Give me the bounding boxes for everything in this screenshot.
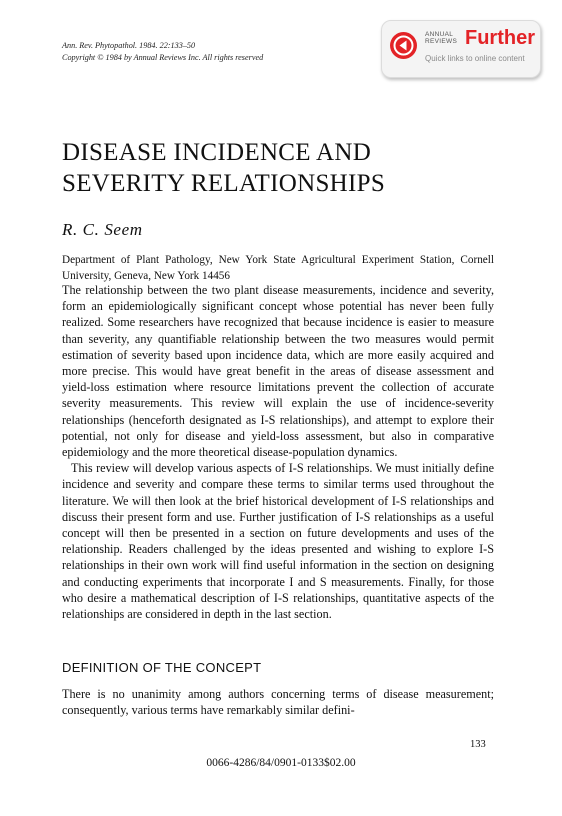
introduction-text xyxy=(62,282,494,622)
paragraph: This review will develop various aspects of I-S relationships. We must initially define incidence and severity and compare these terms to similar terms used throughout the literature. We will then look at the brief historical development of I-S relationships and discuss their present form and use. Further justification of I-S relationships as a useful concept will then be presented in a section on future developments and uses of the relationship. Readers challenged by the ideas presented and wishing to explore I-S relationships in their own work will find useful information in the section on designing and conducting experiments that incorporate I and S measurements. Finally, for those who desire a mathematical description of I-S relationships, quantitative aspects of the relationships are considered in depth in the last section. xyxy=(62,461,494,622)
annual-reviews-wordmark: ANNUAL REVIEWS xyxy=(425,31,458,45)
article-title: DISEASE INCIDENCE AND SEVERITY RELATIONSHIPS xyxy=(62,139,386,197)
author-name: R. C. Seem xyxy=(62,220,143,239)
author-affiliation: Department of Plant Pathology, New York State Agricultural Experiment Station, Cornell University, Geneva, New York 14456 xyxy=(62,254,494,282)
further-banner[interactable] xyxy=(381,20,541,78)
further-label: Further xyxy=(465,27,535,49)
play-arrow-icon xyxy=(390,32,417,59)
journal-citation: Ann. Rev. Phytopathol. 1984. 22:133–50 xyxy=(62,41,196,50)
paragraph: The relationship between the two plant disease measurements, incidence and severity, form an epidemiologically significant concept whose potential has never been fully realized. Some researchers have recognized that because incidence is easier to measure than severity, any quantifiable relationship between the two measures would permit estimation of severity based upon incidence data, which are more easily acquired and more precise. This would have great benefit in the areas of disease assessment and yield-loss estimation where resource limitations prevent the collection of accurate severity measurements. This review will explain the use of incidence-severity relationships (henceforth designated as I-S relationships), and attempt to explore their potential, not only for disease and yield-loss assessment, but also in comparative epidemiology and the more theoretical disease-population dynamics. xyxy=(62,283,494,460)
section-heading: DEFINITION OF THE CONCEPT xyxy=(62,660,262,675)
banner-tagline: Quick links to online content xyxy=(425,54,525,63)
section-paragraph: There is no unanimity among authors concerning terms of disease measurement; consequently, various terms have remarkably similar defini- xyxy=(62,687,494,718)
running-header xyxy=(62,40,263,64)
page-number: 133 xyxy=(470,739,486,750)
copyright-notice: Copyright © 1984 by Annual Reviews Inc. All rights reserved xyxy=(62,53,264,62)
article-code: 0066-4286/84/0901-0133$02.00 xyxy=(206,757,356,769)
